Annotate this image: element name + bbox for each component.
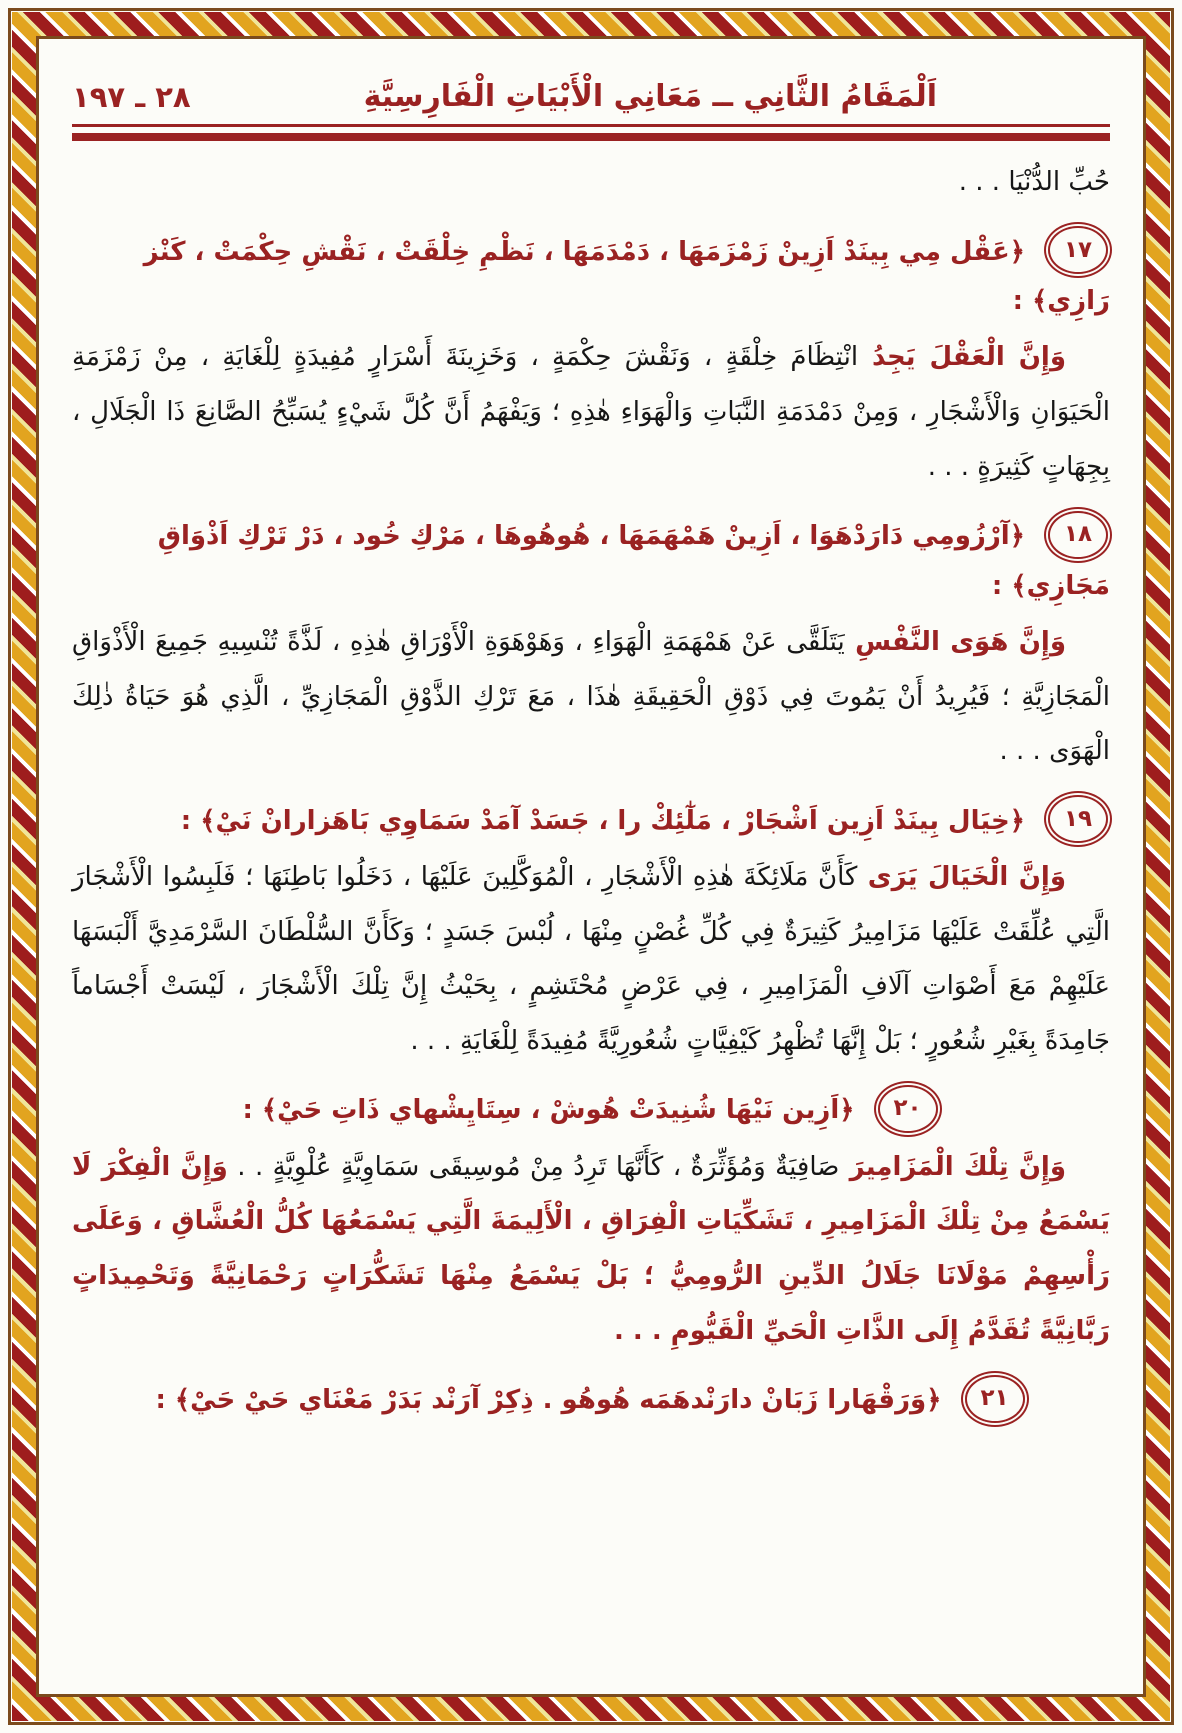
page-title: اَلْمَقَامُ الثَّانِي ــ مَعَانِي الْأَبْيَاتِ الْفَارِسِيَّةِ — [363, 79, 938, 114]
commentary-paragraph — [72, 850, 1110, 1068]
page-number: ٢٨ ـ ١٩٧ — [72, 80, 191, 115]
verse-text: ﴿عَقْل مِي بِينَدْ اَزِينْ زَمْزَمَهَا ، دَمْدَمَهَا ، نَظْمِ خِلْقَتْ ، نَقْشِ حِكْمَتْ ، كَنْز رَازِي﴾ : — [143, 236, 1110, 316]
text-run: وَإِنَّ الْفِكْرَ لَا يَسْمَعُ مِنْ تِلْكَ الْمَزَامِيرِ ، تَشَكِّيَاتِ الْفِرَاقِ ، الْأَلِيمَةَ الَّتِي يَسْمَعُهَا كُلُّ الْعُشَّاقِ ، وَعَلَى رَأْسِهِمْ مَوْلَانَا جَلَالُ الدِّينِ الرُّومِيُّ ؛ بَلْ يَسْمَعُ مِنْهَا تَشَكُّرَاتٍ رَحْمَانِيَّةً وَتَحْمِيدَاتٍ رَبَّانِيَّةً تُقَدَّمُ إِلَى الذَّاتِ الْحَيِّ الْقَيُّومِ . . . — [72, 1151, 1110, 1346]
commentary-paragraph — [72, 615, 1110, 779]
intro-line: حُبِّ الدُّنْيَا . . . — [958, 167, 1110, 197]
verse-line — [72, 512, 1110, 611]
verse-text: ﴿آرْزُومِي دَارَدْهَوَا ، اَزِينْ هَمْهَمَهَا ، هُوهُوهَا ، مَرْكِ خُود ، دَرْ تَرْكِ اَذْوَاقِ مَجَازِي﴾ : — [157, 521, 1110, 601]
verse-text: ﴿وَرَقْهَارا زَبَانْ دارَنْدهَمَه هُوهُو . ذِكِرْ آرَنْد بَدَرْ مَعْنَاي حَيْ حَيْ﴾ : — [155, 1385, 942, 1416]
commentary-paragraph — [72, 330, 1110, 494]
section-number: ٢٠ — [893, 1095, 922, 1122]
text-run: وَإِنَّ هَوَى النَّفْسِ — [844, 626, 1066, 657]
section-number: ١٧ — [1063, 236, 1093, 263]
text-run: يَتَلَقَّى عَنْ هَمْهَمَةِ الْهَوَاءِ ، وَهَوْهَوَةِ الْأَوْرَاقِ هٰذِهِ ، لَذَّةً تُنْسِيهِ جَمِيعَ الْأَذْوَاقِ الْمَجَازِيَّةِ ؛ فَيُرِيدُ أَنْ يَمُوتَ فِي ذَوْقِ الْحَقِيقَةِ هٰذَا ، مَعَ تَرْكِ الذَّوْقِ الْمَجَازِيِّ ، الَّذِي هُوَ حَيَاةُ ذٰلِكَ الْهَوَى . . . — [72, 626, 1110, 767]
header-double-rule — [72, 124, 1110, 141]
verse-line — [72, 1376, 1110, 1425]
page-header — [72, 76, 1110, 118]
verse-line — [72, 797, 1110, 846]
commentary-paragraph — [72, 1140, 1110, 1358]
verse-text: ﴿اَزِين نَيْهَا شُنِيدَتْ هُوشْ ، سِتَايِشْهاي ذَاتِ حَيْ﴾ : — [242, 1095, 855, 1126]
text-run: كَأَنَّ مَلَائِكَةَ هٰذِهِ الْأَشْجَارِ ، الْمُوَكَّلِينَ عَلَيْهَا ، دَخَلُوا بَاطِنَهَا ؛ فَلَبِسُوا الْأَشْجَارَ الَّتِي عُلِّقَتْ عَلَيْهَا مَزَامِيرُ كَثِيرَةٌ فِي كُلِّ غُصْنٍ مِنْهَا ، لُبْسَ جَسَدٍ ؛ وَكَأَنَّ السُّلْطَانَ السَّرْمَدِيَّ أَلْبَسَهَا عَلَيْهِمْ مَعَ أَصْوَاتِ آلَافِ الْمَزَامِيرِ ، فِي عَرْضٍ مُحْتَشِمٍ ، بِحَيْثُ إِنَّ تِلْكَ الْأَشْجَارَ ، لَيْسَتْ أَجْسَاماً جَامِدَةً بِغَيْرِ شُعُورٍ ؛ بَلْ إِنَّهَا تُظْهِرُ كَيْفِيَّاتٍ شُعُورِيَّةً مُفِيدَةً لِلْغَايَةِ . . . — [72, 862, 1110, 1056]
section-number-medallion — [1048, 226, 1108, 274]
verse-line — [72, 228, 1110, 327]
text-run: وَإِنَّ الْعَقْلَ يَجِدُ — [858, 342, 1066, 373]
section — [72, 1376, 1110, 1425]
section-number: ١٨ — [1063, 521, 1093, 548]
section — [72, 512, 1110, 779]
text-run: وَإِنَّ تِلْكَ الْمَزَامِيرَ — [839, 1151, 1066, 1182]
section-number-medallion — [1048, 511, 1108, 559]
section-number-medallion — [965, 1375, 1025, 1423]
section-number-medallion — [1048, 795, 1108, 843]
section — [72, 1086, 1110, 1358]
text-run: صَافِيَةٌ وَمُؤَثِّرَةٌ ، كَأَنَّهَا تَرِدُ مِنْ مُوسِيقَى سَمَاوِيَّةٍ عُلْوِيَّةٍ . . — [227, 1151, 840, 1182]
page-content — [72, 58, 1110, 1675]
verse-text: ﴿خِيَال بِينَدْ اَزِين اَشْجَارْ ، مَلٰٓئِكْ را ، جَسَدْ آمَدْ سَمَاوِي بَاهَزارانْ نَيْ﴾ : — [180, 805, 1025, 836]
text-run: وَإِنَّ الْخَيَالَ يَرَى — [857, 862, 1066, 893]
section — [72, 228, 1110, 495]
section — [72, 797, 1110, 1069]
section-number: ٢١ — [980, 1385, 1009, 1412]
sections — [72, 228, 1110, 1426]
section-number: ١٩ — [1063, 805, 1093, 832]
text-run: انْتِظَامَ خِلْقَةٍ ، وَنَقْشَ حِكْمَةٍ ، وَخَزِينَةَ أَسْرَارٍ مُفِيدَةٍ لِلْغَايَةِ ، مِنْ زَمْزَمَةِ الْحَيَوَانِ وَالْأَشْجَارِ ، وَمِنْ دَمْدَمَةِ النَّبَاتِ وَالْهَوَاءِ هٰذِهِ ؛ وَيَفْهَمُ أَنَّ كُلَّ شَيْءٍ يُسَبِّحُ الصَّانِعَ ذَا الْجَلَالِ ، بِجِهَاتٍ كَثِيرَةٍ . . . — [72, 342, 1110, 482]
verse-line — [72, 1086, 1110, 1135]
section-number-medallion — [878, 1085, 938, 1133]
